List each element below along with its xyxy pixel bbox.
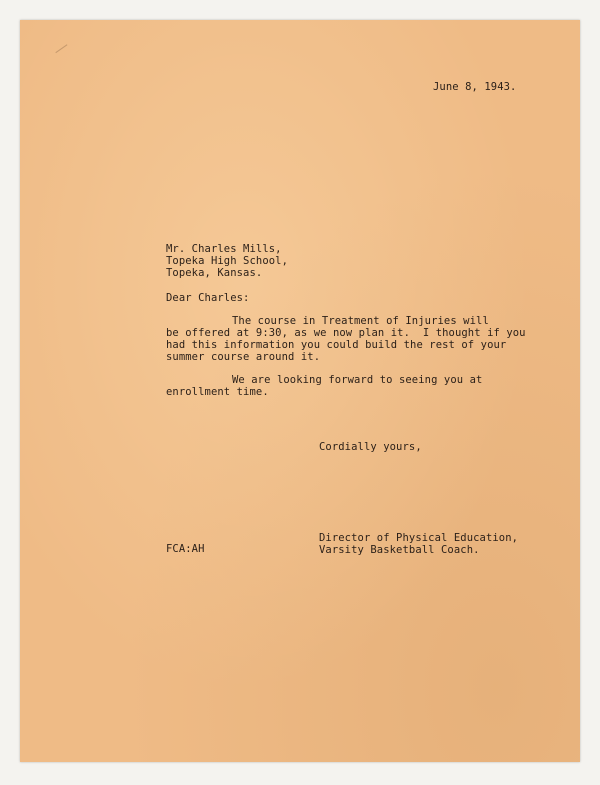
recipient-school: Topeka High School, (166, 255, 289, 267)
paper-scuff-mark (55, 44, 68, 54)
recipient-name: Mr. Charles Mills, (166, 243, 282, 255)
signature-title-line-1: Director of Physical Education, (319, 532, 519, 544)
recipient-city: Topeka, Kansas. (166, 267, 263, 279)
letter-date: June 8, 1943. (433, 81, 517, 93)
body-paragraph-1-line-3: had this information you could build the rest of your (166, 339, 507, 351)
body-paragraph-2-line-2: enrollment time. (166, 386, 269, 398)
body-paragraph-1-line-1: The course in Treatment of Injuries will (232, 315, 489, 327)
body-paragraph-1-line-4: summer course around it. (166, 351, 321, 363)
body-paragraph-2-line-1: We are looking forward to seeing you at (232, 374, 483, 386)
signature-title-line-2: Varsity Basketball Coach. (319, 544, 480, 556)
closing: Cordially yours, (319, 441, 422, 453)
body-paragraph-1-line-2: be offered at 9:30, as we now plan it. I thought if you (166, 327, 526, 339)
typist-initials: FCA:AH (166, 543, 205, 555)
letter-paper (20, 20, 580, 762)
salutation: Dear Charles: (166, 292, 250, 304)
